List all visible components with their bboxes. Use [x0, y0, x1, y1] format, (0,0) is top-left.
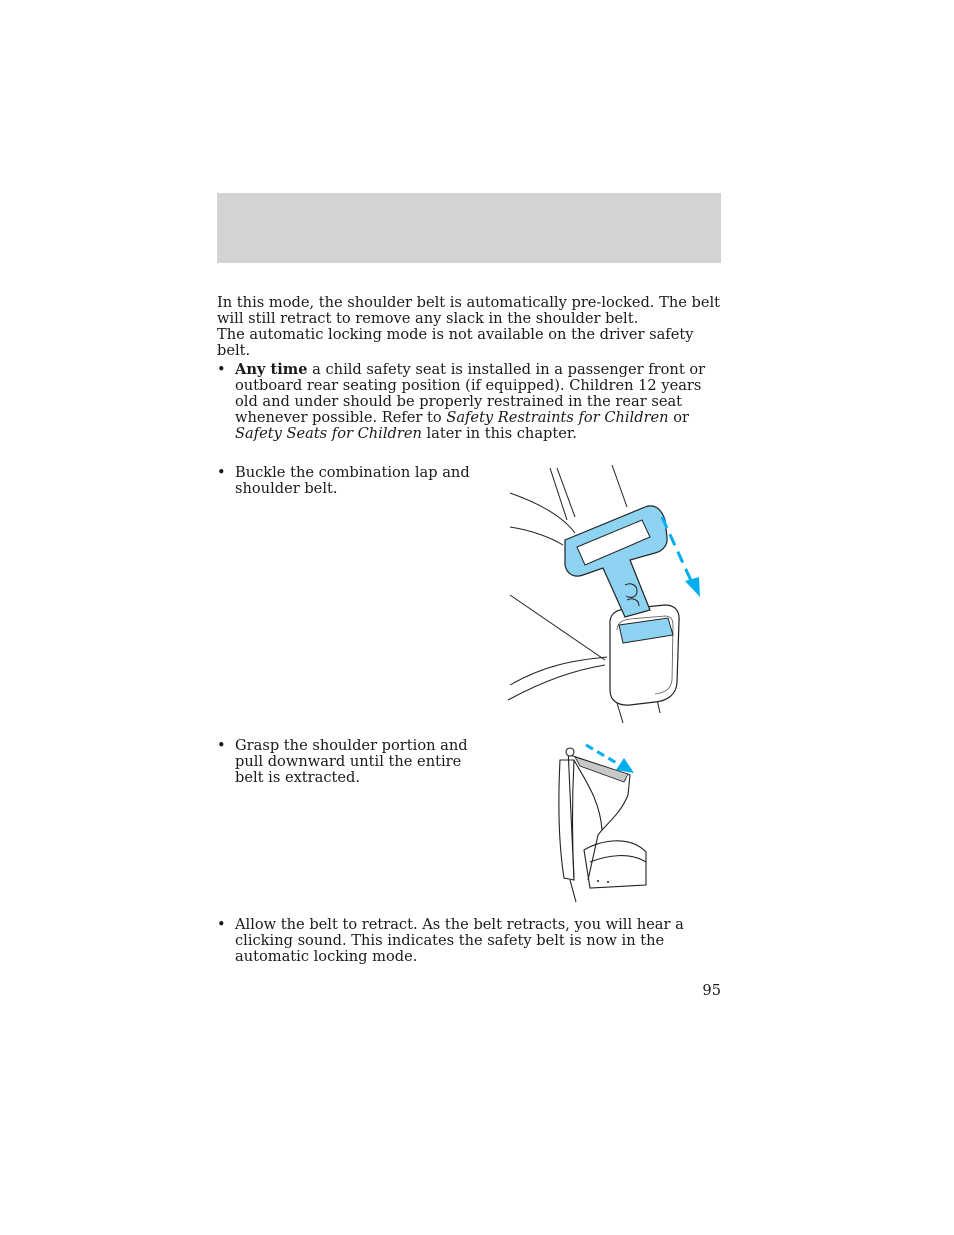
bullet-dot: •: [217, 361, 226, 378]
bullet-dot: •: [217, 464, 226, 481]
buckle-illustration: [505, 465, 720, 723]
bullet-body: [235, 362, 723, 442]
intro-line-1: In this mode, the shoulder belt is automatically pre-locked. The belt will still retract to remove any slack in the shoulder belt.: [217, 294, 721, 327]
bullet-body: Buckle the combination lap and shoulder belt.: [235, 464, 470, 497]
bullet-dot: •: [217, 916, 226, 933]
seat-belt-illustration: [550, 740, 655, 905]
reference-link-safety-seats: Safety Seats for Children: [235, 425, 422, 442]
bullet-body: Allow the belt to retract. As the belt retracts, you will hear a clicking sound. This indicates the safety belt is now in the automatic locking mode.: [235, 916, 684, 965]
bullet-dot: •: [217, 737, 226, 754]
reference-link-safety-restraints: Safety Restraints for Children: [446, 409, 669, 426]
bold-lead: Any time: [235, 361, 308, 378]
bullet-body: Grasp the shoulder portion and pull downward until the entire belt is extracted.: [235, 737, 468, 786]
intro-paragraph: [217, 295, 721, 359]
section-header-band: [217, 193, 721, 263]
page-number: 95: [702, 982, 721, 999]
bullet-text: or: [668, 409, 689, 426]
intro-line-2: The automatic locking mode is not available on the driver safety belt.: [217, 326, 694, 359]
bullet-text: later in this chapter.: [421, 425, 577, 442]
bullet-text: a child safety seat is installed in a passenger front or outboard rear seating position (if equipped). Children 12 years old and under should be properly restrained in the rear seat whenever possible. Refer to: [235, 361, 706, 426]
